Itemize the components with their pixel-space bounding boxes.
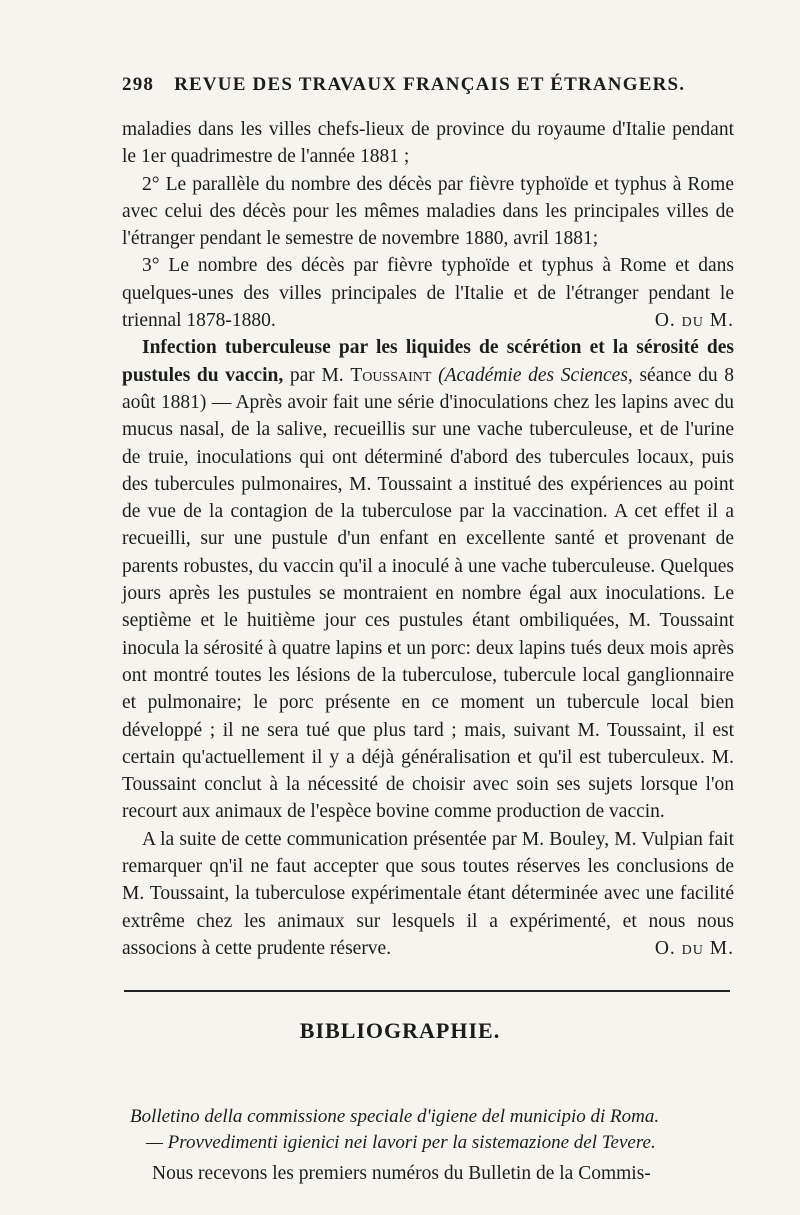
section-divider [124,990,730,992]
article-source: (Académie des Sciences, [438,364,633,386]
reference-2: — Provvedimenti igienici nei lavori per la sistemazione del Tevere. [146,1132,656,1153]
article-author: Toussaint [350,364,432,386]
comment-paragraph [122,826,734,962]
item-3-paragraph [122,252,734,334]
page-number: 298 [122,74,155,95]
article-signature: O. du M. [654,937,734,959]
article-paragraph [122,334,734,825]
running-title: REVUE DES TRAVAUX FRANÇAIS ET ÉTRANGERS. [174,74,686,95]
running-header [122,74,722,96]
article-session: séance du 8 août 1881) [122,364,734,413]
article-by: par M. [289,364,344,386]
bibliography-intro: Nous recevons les premiers numéros du Bulletin de la Commis- [152,1163,651,1184]
text-body [122,116,734,962]
bibliography-references [130,1104,734,1156]
item-1-paragraph: maladies dans les villes chefs-lieux de province du royaume d'Italie pendant le 1er quadrimestre de l'année 1881 ; [122,119,734,168]
item-3-signature: O. du M. [654,310,734,332]
article-body: — Après avoir fait une série d'inoculations chez les lapins avec du mucus nasal, de la salive, recueillis sur une vache tuberculeuse, et de l'urine de truie, inoculations qui ont déterminé d'abord des tubercules locaux, puis des tubercules pulmonaires, M. Toussaint a institué des expériences au point de vue de la contagion de la tuberculose par la vaccination. A cet effet il a recueilli, sur une pustule d'un enfant en excellente santé et provenant de parents robustes, du vaccin qu'il a inoculé à une vache tuberculeuse. Quelques jours après les pustules se montraient en nombre égal aux inoculations. Le septième et le huitième jour ces pustules étant ombiliquées, M. Toussaint inocula la sérosité à quatre lapins et un porc: deux lapins tués deux mois après ont montré toutes les lésions de la tuberculose, tubercule local ganglionnaire et pulmonaire; le porc présente en ce moment un tubercule local bien développé ; il ne sera tué que plus tard ; mais, suivant M. Toussaint, il est certain qu'actuellement il y a déjà généralisation et qu'il est tuberculeux. M. Toussaint conclut à la nécessité de choisir avec soin ses sujets lorsque l'on recourt aux animaux de l'espèce bovine comme production de vaccin. [122,391,734,823]
article-title: Infection tuberculeuse par les liquides de scérétion et la sérosité des pustules du vaccin, [122,337,734,386]
comment-text: A la suite de cette communication présentée par M. Bouley, M. Vulpian fait remarquer qn'il ne faut accepter que sous toutes réserves les conclusions de M. Toussaint, la tuberculose expérimentale étant déterminée avec une facilité extrême chez les animaux sur lesquels il a expérimenté, et nous nous associons à cette prudente réserve. [122,828,734,959]
reference-1: Bolletino della commissione speciale d'igiene del municipio di Roma. [130,1106,660,1127]
item-3-text: 3° Le nombre des décès par fièvre typhoïde et typhus à Rome et dans quelques-unes des villes principales de l'Italie et de l'étranger pendant le triennal 1878-1880. [122,255,734,332]
item-2-paragraph: 2° Le parallèle du nombre des décès par fièvre typhoïde et typhus à Rome avec celui des décès pour les mêmes maladies dans les principales villes de l'étranger pendant le semestre de novembre 1880, avril 1881; [122,173,734,250]
bibliography-heading: BIBLIOGRAPHIE. [299,1018,501,1043]
